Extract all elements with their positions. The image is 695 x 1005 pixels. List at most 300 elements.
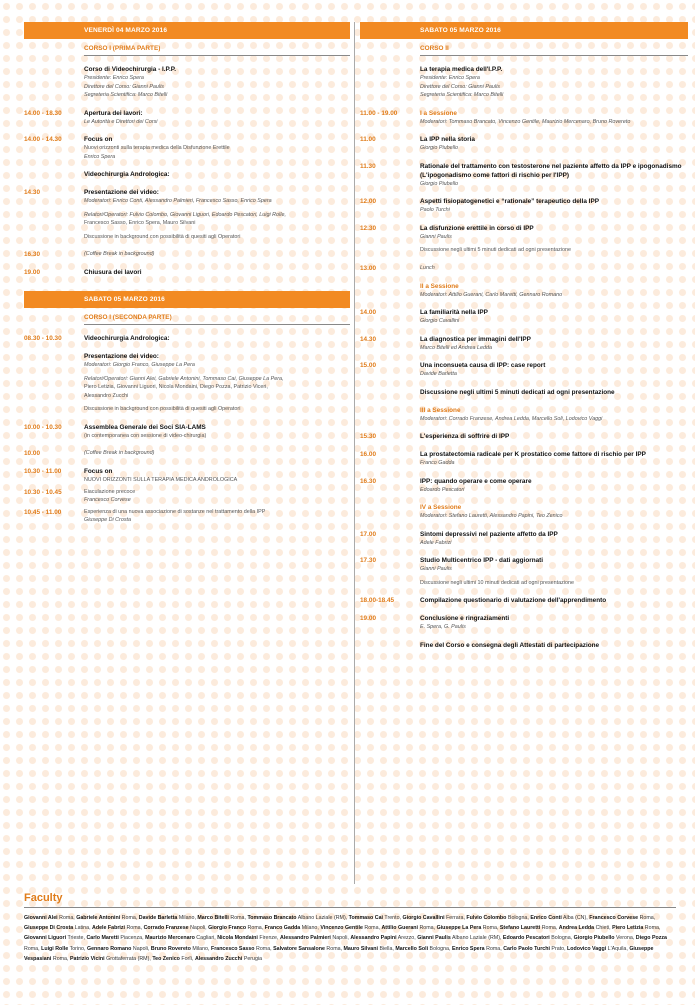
session-title: La disfunzione erettile in corso di IPP <box>420 224 534 232</box>
faculty-name: Mauro Silvani <box>343 945 378 952</box>
faculty-city: Roma <box>419 925 434 932</box>
faculty-name: Alessandro Zucchi <box>194 955 243 962</box>
faculty-city: Bologna <box>507 915 528 921</box>
day-header: VENERDÌ 04 MARZO 2016 <box>24 22 350 39</box>
session-title: Chiusura dei lavori <box>84 269 142 276</box>
session-line: Francesco Corvese <box>84 497 131 503</box>
session-line: Relatori/Operatori: Fulvio Colombo, Giovanni Liguori, Edoardo Pescatori, Luigi Rolle, <box>84 211 286 218</box>
session-line: Segreteria Scientifica: Marco Bitelli <box>84 92 168 98</box>
faculty-member <box>466 915 527 921</box>
faculty-name: Giuseppe La Pera <box>436 925 482 932</box>
time-slot <box>360 282 420 300</box>
time-slot: 19.00 <box>24 269 40 276</box>
faculty-name: Piero Letizia <box>612 925 644 932</box>
faculty-city: Bologna <box>429 945 449 952</box>
session-body <box>420 388 688 397</box>
course-heading: CORSO II <box>420 43 688 56</box>
session-title: Aspetti fisiopatogenetici e “rationale” terapeutico della IPP <box>420 198 599 205</box>
session-line: Marco Bitelli ed Andrea Ledda <box>420 344 493 351</box>
schedule-item <box>24 135 350 161</box>
day-header: SABATO 05 MARZO 2016 <box>360 22 688 39</box>
session-line: Davide Barletta <box>420 371 457 377</box>
time-slot: 16.00 <box>360 451 376 458</box>
schedule-item <box>360 406 688 424</box>
faculty-member <box>273 946 340 952</box>
session-line: Segreteria Scientifica: Marco Bitelli <box>420 92 504 98</box>
schedule-item <box>360 282 688 300</box>
faculty-member <box>395 946 449 952</box>
session-line: Moderatori: Corrado Franzese, Andrea Ledda, Marcello Soli, Lodovico Vaggi <box>420 415 603 422</box>
faculty-member <box>417 935 500 941</box>
session-body <box>84 449 350 458</box>
session-body <box>420 65 688 100</box>
faculty-name: Alessandro Palmieri <box>279 935 331 942</box>
faculty-member <box>503 946 564 952</box>
faculty-member <box>280 935 347 941</box>
time-slot <box>360 388 420 397</box>
session-line: Francesco Sasso, Enrico Spera, Mauro Silvani <box>84 220 196 226</box>
time-slot <box>360 641 420 650</box>
faculty-name: Stefano Lauretti <box>499 925 541 932</box>
schedule-item <box>360 556 688 587</box>
session-line: Giorgio Cavallini <box>420 318 460 324</box>
session-line: (Coffee Break in background) <box>84 251 155 257</box>
column-divider <box>354 22 355 884</box>
faculty-name: Giovanni Alei <box>24 915 58 921</box>
session-body <box>84 488 350 505</box>
faculty-city: Grottaferrata (RM) <box>106 955 150 962</box>
session-line: Discussione in background con possibilità di quesiti agli Operatori <box>84 233 241 240</box>
session-body <box>420 450 688 468</box>
session-body <box>420 264 688 273</box>
schedule-item <box>24 65 350 100</box>
faculty-divider <box>24 907 676 908</box>
faculty-member <box>211 946 270 952</box>
faculty-list: Giovanni Alei Roma, Gabriele Antonini Roma, Davide Barletta Milano, Marco Bitelli Roma, Tommaso Brancato Albano Laziale (RM), Tommaso Cai Trento, Giorgio Cavallini Ferrara, Fulvio Colombo Bologna, Enrico Conti Alba (CN), Francesco Corvese Roma, Giuseppe Di Crosta Latina, Adele Fabrizi Roma, Corrado Franzese Napoli, Giorgio Franco Roma, Franco Gadda Milano, Vincenzo Gentile Roma, Attilio Guerani Roma, Giuseppe La Pera Roma, Stefano Lauretti Roma, Andrea Ledda Chieti, Piero Letizia Roma, Giovanni Liguori Trieste, Carlo Maretti Piacenza, Maurizio Mercenaro Cagliari, Nicola Mondaini Firenze, Alessandro Palmieri Napoli, Alessandro Papini Arezzo, Gianni Paulis Albano Laziale (RM), Edoardo Pescatori Bologna, Giorgio Piubello Verona, Diego Pozza Roma, Luigi Rolle Torino, Gennaro Romano Napoli, Bruno Rovereto Milano, Francesco Sasso Roma, Salvatore Sansalone Roma, Mauro Silvani Biella, Marcello Soli Bologna, Enrico Spera Roma, Carlo Paolo Turchi Prato, Lodovico Vaggi L'Aquila, Giuseppe Vespasiani Roma, Patrizio Vicini Grottaferrata (RM), Teo Zenico Forlì, Alessandro Zucchi Perugia <box>24 915 667 962</box>
session-body <box>420 335 688 353</box>
faculty-city: Milano <box>192 945 208 952</box>
session-line: Esperienza di una nuova associazione di sostanze nel trattamento della IPP <box>84 508 266 515</box>
time-slot: 10.30 - 10.45 <box>24 488 62 496</box>
faculty-name: Nicola Mondaini <box>217 935 258 942</box>
faculty-name: Patrizio Vicini <box>69 955 105 962</box>
session-line: Moderatori: Giorgio Franco, Giuseppe La Pera <box>84 362 195 368</box>
faculty-name: Franco Gadda <box>264 925 301 932</box>
faculty-name: Francesco Corvese <box>589 915 639 921</box>
session-body <box>420 477 688 495</box>
faculty-city: Trieste <box>67 935 84 942</box>
faculty-city: Latina <box>74 925 90 932</box>
time-slot: 18.00-18.45 <box>360 597 395 604</box>
session-line: Gianni Paulis <box>420 233 452 240</box>
faculty-member <box>217 935 277 941</box>
time-slot: 12.00 <box>360 198 376 205</box>
faculty-member <box>344 946 393 952</box>
faculty-city: Roma <box>52 955 68 962</box>
faculty-member <box>41 946 84 952</box>
faculty-name: Enrico Conti <box>530 915 562 921</box>
session-title: Apertura dei lavori: <box>84 109 143 117</box>
faculty-name: Francesco Sasso <box>210 945 255 952</box>
session-title: Conclusione e ringraziamenti <box>420 615 510 622</box>
session-body <box>84 109 350 127</box>
session-title: IV a Sessione <box>420 504 462 511</box>
session-line: Direttore del Corso: Gianni Paulis <box>84 83 164 90</box>
time-slot: 11.30 <box>360 162 376 170</box>
session-title: La prostatectomia radicale per K prostatico come fattore di rischio per IPP <box>420 451 646 458</box>
faculty-city: Roma <box>639 915 654 921</box>
time-slot: 14.00 <box>360 309 376 316</box>
faculty-member <box>402 915 463 921</box>
faculty-name: Giuseppe Vespasiani <box>24 945 654 962</box>
faculty-city: Prato <box>551 945 565 952</box>
faculty-member <box>139 915 195 921</box>
faculty-member <box>349 915 400 921</box>
session-title: Compilazione questionario di valutazione dell'apprendimento <box>420 597 607 604</box>
schedule-item <box>24 170 350 179</box>
faculty-name: Marco Bitelli <box>197 915 229 921</box>
session-line: Enrico Spera <box>84 153 116 160</box>
faculty-heading: Faculty <box>24 892 63 904</box>
schedule-item <box>24 250 350 259</box>
session-line: NUOVI ORIZZONTI SULLA TERAPIA MEDICA ANDROLOGICA <box>84 477 238 483</box>
session-body <box>420 432 688 441</box>
faculty-city: Torino <box>69 945 84 952</box>
session-body <box>84 135 350 161</box>
session-body <box>84 352 350 414</box>
faculty-member <box>145 935 214 941</box>
session-line: Presidente: Enrico Spera <box>84 75 144 81</box>
faculty-city: Albano Laziale (RM) <box>297 915 346 921</box>
faculty-city: Roma <box>247 925 262 932</box>
session-body <box>84 65 350 100</box>
faculty-city: Arezzo <box>397 935 415 942</box>
session-title: Videochirurgia Andrologica: <box>84 171 170 178</box>
session-title: La diagnostica per immagini dell'IPP <box>420 335 531 343</box>
session-body <box>420 503 688 521</box>
session-line: E. Spera, G. Paulis <box>420 624 466 630</box>
session-body <box>84 508 350 525</box>
faculty-name: Carlo Maretti <box>86 935 119 942</box>
session-title: I a Sessione <box>420 109 457 117</box>
session-title: L'esperienza di soffrire di IPP <box>420 433 510 440</box>
session-line: (Coffee Break in background) <box>84 450 155 456</box>
faculty-member <box>144 925 206 931</box>
schedule-item <box>360 432 688 441</box>
faculty-city: Roma <box>326 945 341 952</box>
faculty-member <box>24 915 73 921</box>
session-body <box>420 596 688 605</box>
faculty-name: Bruno Rovereto <box>150 945 191 952</box>
faculty-city: Firenze <box>259 935 277 942</box>
session-line: Alessandro Zucchi <box>84 392 129 399</box>
faculty-city: Piacenza <box>120 935 143 942</box>
session-title: Discussione negli ultimi 5 minuti dedicati ad ogni presentazione <box>420 388 615 396</box>
faculty-city: Chieti <box>595 925 610 932</box>
faculty-member <box>24 925 89 931</box>
faculty-name: Diego Pozza <box>635 935 667 942</box>
session-title: Sintomi depressivi nel paziente affetto da IPP <box>420 530 558 538</box>
session-body <box>84 250 350 259</box>
faculty-city: Roma <box>364 925 379 932</box>
faculty-member <box>247 915 345 921</box>
schedule-item <box>360 197 688 215</box>
schedule-item <box>24 449 350 458</box>
session-title: Fine del Corso e consegna degli Attestati di partecipazione <box>420 641 600 649</box>
session-body <box>420 162 688 189</box>
schedule-item <box>24 467 350 485</box>
session-line: Moderatori: Stefano Lauretti, Alessandro Papini, Teo Zenico <box>420 513 563 519</box>
faculty-city: Forlì <box>181 955 192 962</box>
session-body <box>84 170 350 179</box>
schedule-item <box>360 162 688 189</box>
faculty-name: Alessandro Papini <box>350 935 397 942</box>
faculty-name: Attilio Guerani <box>381 925 418 932</box>
faculty-member <box>452 946 500 952</box>
session-body <box>420 135 688 153</box>
faculty-city: Trento <box>384 915 400 921</box>
session-line: Lunch <box>420 264 435 271</box>
session-line: Discussione in background con possibilità di quesiti agli Operatori <box>84 406 241 412</box>
faculty-member <box>76 915 136 921</box>
faculty-member <box>92 925 141 931</box>
session-body <box>420 614 688 632</box>
faculty-member <box>567 946 626 952</box>
faculty-name: Gabriele Antonini <box>76 915 121 921</box>
session-line: Giuseppe Di Crosta <box>84 517 132 523</box>
time-slot: 15.00 <box>360 362 376 369</box>
schedule-item <box>360 308 688 326</box>
time-slot <box>24 65 84 100</box>
session-line: Relatori/Operatori: Gianni Alei, Gabriele Antonini, Tommaso Cai, Giuseppe La Pera, <box>84 375 284 382</box>
faculty-member <box>503 935 571 941</box>
session-title: La familiarità nella IPP <box>420 309 488 316</box>
faculty-name: Andrea Ledda <box>558 925 595 932</box>
faculty-member <box>197 915 244 921</box>
faculty-member <box>86 935 142 941</box>
faculty-member <box>195 956 262 962</box>
faculty-city: Roma <box>126 925 141 932</box>
session-line: Edoardo Pescatori <box>420 486 465 493</box>
faculty-member <box>437 925 497 931</box>
schedule-item <box>24 188 350 241</box>
faculty-name: Carlo Paolo Turchi <box>503 945 550 952</box>
faculty-name: Gianni Paulis <box>417 935 451 942</box>
session-line: Moderatori: Enrico Conti, Alessandro Palmieri, Francesco Sasso, Enrico Spera <box>84 198 272 204</box>
schedule-item <box>24 334 350 343</box>
schedule-item <box>24 423 350 441</box>
time-slot: 16.30 <box>24 251 40 258</box>
faculty-name: Fulvio Colombo <box>466 915 507 921</box>
schedule-item <box>360 65 688 100</box>
session-line: Giorgio Piubello <box>420 145 459 151</box>
faculty-name: Vincenzo Gentile <box>320 925 363 932</box>
course-heading: CORSO I (PRIMA PARTE) <box>84 43 350 56</box>
schedule-item <box>24 109 350 127</box>
session-title: Una inconsueta causa di IPP: case report <box>420 362 546 369</box>
faculty-city: L'Aquila <box>607 945 627 952</box>
faculty-city: Roma <box>59 915 74 921</box>
session-title: IPP: quando operare e come operare <box>420 477 532 485</box>
faculty-name: Tommaso Brancato <box>247 915 297 921</box>
faculty-name: Giuseppe Di Crosta <box>24 925 74 932</box>
faculty-member <box>350 935 414 941</box>
session-body <box>84 334 350 343</box>
time-slot: 17.00 <box>360 530 376 538</box>
program-column-left <box>24 22 350 525</box>
time-slot: 16.30 <box>360 477 376 485</box>
faculty-city: Roma <box>482 925 497 932</box>
faculty-city: Napoli <box>132 945 148 952</box>
schedule-item <box>360 477 688 495</box>
session-line: Adele Fabrizi <box>420 539 452 546</box>
faculty-city: Roma <box>486 945 501 952</box>
session-body <box>420 406 688 424</box>
faculty-city: Roma <box>121 915 136 921</box>
session-line: (in contemporanea con sessione di video-chirurgia) <box>84 432 207 439</box>
session-line: Le Autorità e Direttori dei Corsi <box>84 118 158 125</box>
faculty-name: Giorgio Cavallini <box>402 915 445 921</box>
faculty-city: Roma <box>541 925 556 932</box>
faculty-name: Corrado Franzese <box>143 925 189 932</box>
faculty-city: Albano Laziale (RM) <box>451 935 500 942</box>
faculty-name: Giovanni Liguori <box>24 935 67 942</box>
schedule-item <box>360 224 688 255</box>
faculty-name: Adele Fabrizi <box>92 925 125 932</box>
session-title: II a Sessione <box>420 282 459 290</box>
session-title: Studio Multicentrico IPP - dati aggiornati <box>420 557 544 564</box>
faculty-name: Teo Zenico <box>152 955 180 962</box>
session-title: Presentazione dei video: <box>84 189 159 196</box>
faculty-city: Perugia <box>243 955 263 962</box>
session-title: Rationale del trattamento con testosterone nel paziente affetto da IPP e ipogonadismo (L'ipogonadismo come fattori di rischio per l'IPP) <box>420 162 682 179</box>
time-slot <box>360 65 420 100</box>
time-slot: 15.30 <box>360 433 376 440</box>
schedule-item <box>360 135 688 153</box>
session-title: III a Sessione <box>420 406 461 414</box>
faculty-member <box>70 956 149 962</box>
time-slot: 10.45 - 11.00 <box>24 508 62 516</box>
schedule-item <box>360 596 688 605</box>
time-slot: 14.00 - 14.30 <box>24 136 62 143</box>
schedule-item <box>360 264 688 273</box>
schedule-item <box>360 503 688 521</box>
schedule-item <box>360 361 688 379</box>
session-line: Direttore del Corso: Gianni Paulis <box>420 83 500 90</box>
faculty-name: Giorgio Piubello <box>573 935 615 942</box>
session-body <box>420 282 688 300</box>
session-title: Corso di Videochirurgia - I.P.P. <box>84 66 176 73</box>
faculty-member <box>574 935 633 941</box>
faculty-city: Roma <box>230 915 245 921</box>
schedule-item <box>360 388 688 397</box>
faculty-member <box>151 946 208 952</box>
course-heading: CORSO I (SECONDA PARTE) <box>84 312 350 325</box>
schedule-item <box>360 109 688 127</box>
time-slot <box>24 352 84 414</box>
session-line: Franco Gadda <box>420 460 455 466</box>
faculty-name: Lodovico Vaggi <box>567 945 607 952</box>
session-body <box>420 361 688 379</box>
faculty-member <box>24 935 83 941</box>
faculty-name: Luigi Rolle <box>41 945 69 952</box>
day-header: SABATO 05 MARZO 2016 <box>24 291 350 308</box>
time-slot: 10.30 - 11.00 <box>24 468 62 475</box>
session-line: Gianni Paulis <box>420 566 452 572</box>
session-title: Assemblea Generale dei Soci SIA-LAMS <box>84 423 206 431</box>
faculty-city: Napoli <box>190 925 206 932</box>
session-title: La IPP nella storia <box>420 136 475 143</box>
session-title: Presentazione dei video: <box>84 353 159 360</box>
faculty-city: Bologna <box>551 935 571 942</box>
time-slot: 10.00 - 10.30 <box>24 423 62 431</box>
faculty-member <box>530 915 586 921</box>
session-line: Moderatori: Tommaso Brancato, Vincenzo Gentile, Maurizio Mercenaro, Bruno Rovereto <box>420 118 631 125</box>
session-title: Focus on <box>84 468 113 475</box>
time-slot: 14.00 - 18.30 <box>24 109 62 117</box>
faculty-city: Ferrara <box>446 915 464 921</box>
faculty-member <box>500 925 556 931</box>
session-title: La terapia medica dell'I.P.P. <box>420 66 503 73</box>
time-slot <box>360 406 420 424</box>
schedule-item <box>360 450 688 468</box>
session-body <box>84 423 350 441</box>
session-line: Eiaculazione precoce <box>84 488 136 495</box>
schedule-item <box>360 614 688 632</box>
faculty-city: Roma <box>256 945 271 952</box>
time-slot: 19.00 <box>360 615 376 622</box>
faculty-name: Giorgio Franco <box>208 925 247 932</box>
program-column-right <box>360 22 688 650</box>
schedule-item <box>360 530 688 548</box>
schedule-item <box>360 335 688 353</box>
faculty-city: Cagliari <box>196 935 215 942</box>
session-line: Discussione negli ultimi 5 minuti dedicati ad ogni presentazione <box>420 247 572 253</box>
faculty-city: Verona <box>616 935 633 942</box>
faculty-member <box>208 925 262 931</box>
session-line: Discussione negli ultimi 10 minuti dedicati ad ogni presentazione <box>420 579 575 586</box>
faculty-member <box>559 925 609 931</box>
session-body <box>84 188 350 241</box>
faculty-name: Tommaso Cai <box>348 915 384 921</box>
time-slot: 12.30 <box>360 224 376 232</box>
time-slot: 17.30 <box>360 557 376 564</box>
faculty-member <box>612 925 659 931</box>
faculty-member <box>152 956 192 962</box>
faculty-city: Biella <box>379 945 393 952</box>
time-slot: 13.00 <box>360 264 376 272</box>
time-slot: 10.00 <box>24 450 40 457</box>
faculty-city: Alba (CN) <box>563 915 587 921</box>
time-slot <box>360 503 420 521</box>
session-body <box>420 556 688 587</box>
session-body <box>84 268 350 277</box>
session-body <box>420 224 688 255</box>
schedule-item <box>360 641 688 650</box>
time-slot: 08.30 - 10.30 <box>24 335 62 342</box>
session-line: Nuovi orizzonti sulla terapia medica della Disfunzione Erettile <box>84 145 230 151</box>
faculty-name: Davide Barletta <box>138 915 178 921</box>
schedule-item <box>24 268 350 277</box>
session-line: Giorgio Piubello <box>420 180 459 187</box>
time-slot: 14.30 <box>360 335 376 343</box>
session-title: Focus on <box>84 136 113 143</box>
session-body <box>420 641 688 650</box>
session-line: Moderatori: Attilio Guerani, Carlo Maretti, Gennaro Romano <box>420 291 563 298</box>
time-slot: 11.00 - 19.00 <box>360 109 398 117</box>
faculty-member <box>87 946 148 952</box>
faculty-member <box>265 925 318 931</box>
